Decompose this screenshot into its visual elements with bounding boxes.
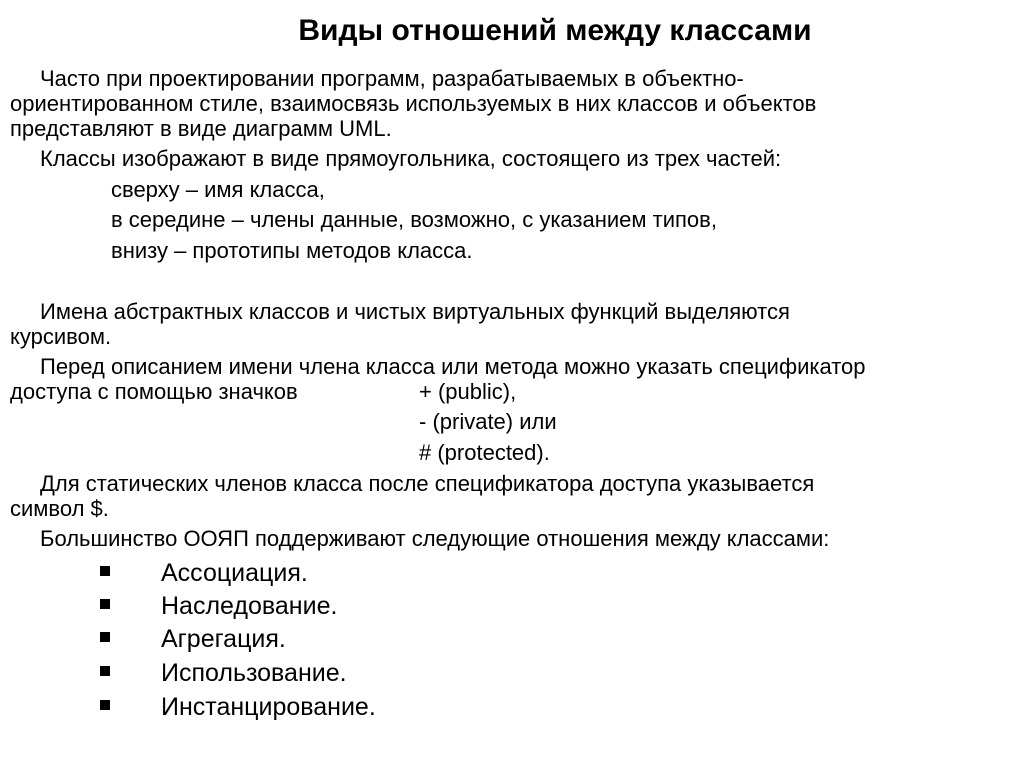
paragraph-class-shape: Классы изображают в виде прямоугольника, состоящего из трех частей:: [40, 146, 782, 171]
list-item: [100, 624, 286, 654]
paragraph-static-line-2: символ $.: [10, 496, 109, 521]
paragraph-access-line-1: Перед описанием имени члена класса или метода можно указать спецификатор: [40, 354, 866, 379]
access-public: + (public),: [419, 379, 517, 404]
list-item: [100, 692, 376, 722]
relation-usage: Использование.: [161, 659, 347, 687]
paragraph-uml-line-3: представляют в виде диаграмм UML.: [10, 116, 392, 141]
list-item: [100, 658, 347, 688]
paragraph-uml-line-1: Часто при проектировании программ, разрабатываемых в объектно-: [40, 66, 744, 91]
access-protected: # (protected).: [419, 440, 550, 465]
class-part-middle: в середине – члены данные, возможно, с указанием типов,: [111, 207, 717, 232]
square-bullet-icon: [100, 700, 110, 710]
relation-aggregation: Агрегация.: [161, 625, 286, 653]
square-bullet-icon: [100, 566, 110, 576]
square-bullet-icon: [100, 599, 110, 609]
relation-instantiation: Инстанцирование.: [161, 693, 376, 721]
list-item: [100, 591, 338, 621]
class-part-bottom: внизу – прототипы методов класса.: [111, 238, 473, 263]
paragraph-uml-line-2: ориентированном стиле, взаимосвязь используемых в них классов и объектов: [10, 91, 817, 116]
list-item: [100, 558, 308, 588]
class-part-top: сверху – имя класса,: [111, 177, 325, 202]
paragraph-static-line-1: Для статических членов класса после спецификатора доступа указывается: [40, 471, 815, 496]
paragraph-abstract-line-1: Имена абстрактных классов и чистых виртуальных функций выделяются: [40, 299, 790, 324]
paragraph-access-line-2: доступа с помощью значков: [10, 379, 298, 404]
access-private: - (private) или: [419, 409, 557, 434]
relation-association: Ассоциация.: [161, 559, 308, 587]
relation-inheritance: Наследование.: [161, 592, 338, 620]
square-bullet-icon: [100, 632, 110, 642]
square-bullet-icon: [100, 666, 110, 676]
paragraph-relations-intro: Большинство ООЯП поддерживают следующие отношения между классами:: [40, 526, 830, 551]
slide-title: Виды отношений между классами: [298, 14, 812, 47]
paragraph-abstract-line-2: курсивом.: [10, 324, 112, 349]
